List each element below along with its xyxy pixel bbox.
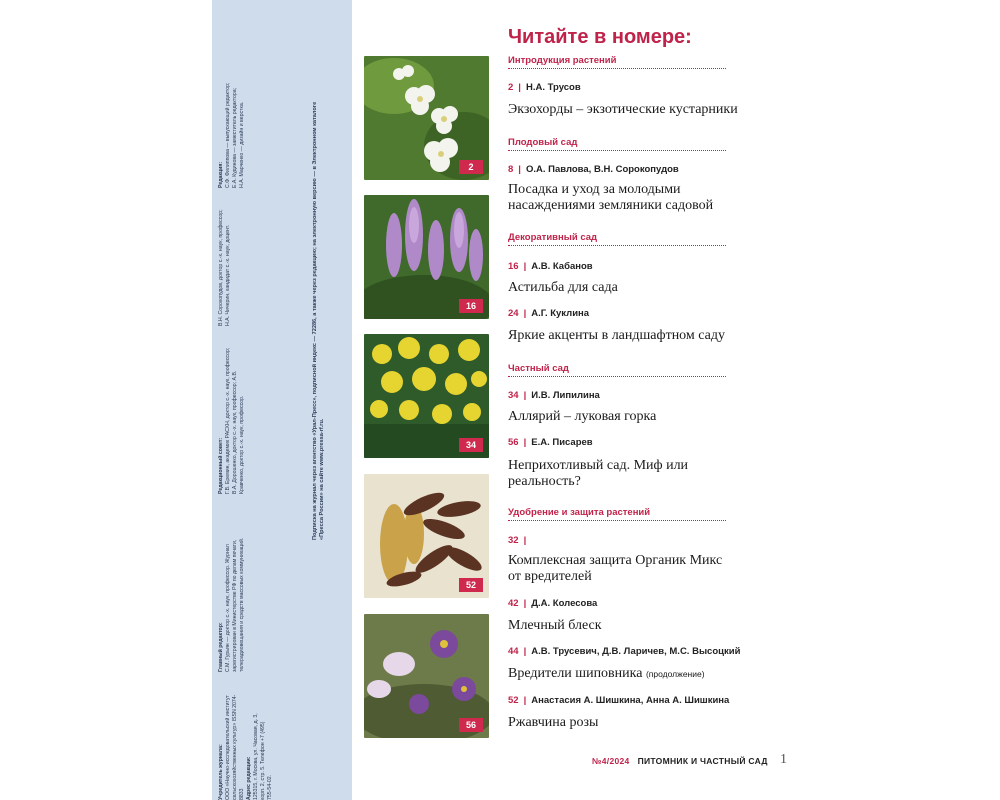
masthead-chief-editor: Главный редактор: С.М. Гурьян — доктор с.-х. наук, профессор. Журнал зарегистрирован в Министерстве РФ по делам печати, телерадиовещания и средств массовых коммуникаций.	[218, 537, 245, 672]
photo-page-badge: 34	[459, 438, 483, 452]
photo-page-badge: 16	[459, 299, 483, 313]
entry-title-line: насаждениями земляники садовой	[508, 198, 714, 213]
toc-entry-title[interactable]	[508, 715, 748, 731]
entry-authors: А.В. Кабанов	[531, 261, 593, 272]
entry-authors: Н.А. Трусов	[525, 82, 581, 93]
entry-title-line: от вредителей	[508, 569, 592, 584]
toc-entry-title[interactable]	[508, 280, 748, 296]
entry-title-line: Посадка и уход за молодыми	[508, 182, 681, 197]
entry-separator: |	[518, 164, 521, 175]
toc-entry-meta	[508, 390, 600, 401]
entry-page: 2	[508, 82, 514, 93]
photo-page-badge: 56	[459, 718, 483, 732]
entry-page: 32	[508, 535, 519, 546]
toc-entry-title[interactable]	[508, 618, 748, 634]
page-number: 1	[780, 752, 787, 767]
masthead-council-2: В.Н. Сорокопудов, доктор с.-х. наук, профессор; Н.А. Чичерин, кандидат с.-х. наук, доцент.	[218, 209, 231, 326]
entry-separator: |	[523, 646, 527, 657]
section-heading: Плодовый сад	[508, 137, 578, 148]
entry-page: 44	[508, 646, 519, 657]
masthead-panel	[212, 0, 352, 800]
magazine-name: ПИТОМНИК И ЧАСТНЫЙ САД	[637, 756, 768, 766]
toc-title: Читайте в номере:	[508, 26, 692, 48]
masthead-founder: Учредитель журнала: ООО «Научно-исследовательский институт сельскохозяйственных культур» ISSN 2074-8833	[218, 694, 245, 800]
photo-exochorda	[364, 56, 489, 180]
entry-separator: |	[523, 598, 527, 609]
section-divider	[508, 68, 726, 69]
entry-page: 34	[508, 390, 519, 401]
masthead-council: Редакционный совет: Г.В. Еремин, академик РАСХН, доктор с.-х. наук, профессор; В.А. Дорошенко, доктор с.-х. наук, профессор; А.В. Кравченко, доктор с.-х. наук, профессор.	[218, 347, 245, 494]
photo-page-badge: 52	[459, 578, 483, 592]
section-divider	[508, 245, 726, 246]
toc-entry-meta	[508, 535, 531, 546]
section-heading: Декоративный сад	[508, 232, 598, 243]
toc-entry-title[interactable]	[508, 182, 748, 214]
toc-entry-title[interactable]	[508, 553, 748, 585]
masthead-imprint	[218, 0, 274, 800]
entry-authors: И.В. Липилина	[531, 390, 600, 401]
entry-authors: Анастасия А. Шишкина, Анна А. Шишкина	[531, 695, 730, 706]
toc-entry-title[interactable]	[508, 666, 748, 682]
entry-separator: |	[523, 535, 527, 546]
photo-astilbe	[364, 195, 489, 319]
entry-title-line: Неприхотливый сад. Миф или	[508, 458, 689, 473]
toc-entry-meta	[508, 646, 740, 657]
entry-title-text: Ржавчина розы	[508, 715, 599, 730]
toc-entry-meta	[508, 308, 589, 319]
toc-entry-meta	[508, 598, 597, 609]
toc-entry-meta	[508, 437, 593, 448]
photo-pulsatilla	[364, 614, 489, 738]
entry-authors: Е.А. Писарев	[531, 437, 593, 448]
entry-title-note: (продолжение)	[645, 669, 705, 679]
entry-separator: |	[523, 695, 527, 706]
entry-separator: |	[523, 308, 527, 319]
toc-entry-meta	[508, 82, 581, 93]
photo-page-badge: 2	[459, 160, 483, 174]
section-divider	[508, 520, 726, 521]
masthead-staff: Редакция: С.Ф. Филиппова — выпускающий редактор; Е.А. Кудинова — заместитель редактора; Н.А. Марченко — дизайн и верстка.	[218, 82, 245, 188]
page-footer	[592, 756, 768, 766]
entry-authors: Д.А. Колесова	[531, 598, 598, 609]
entry-title-text: Млечный блеск	[508, 618, 602, 633]
entry-title-text: Яркие акценты в ландшафтном саду	[508, 328, 725, 343]
entry-page: 52	[508, 695, 519, 706]
entry-page: 56	[508, 437, 519, 448]
entry-title-text: Аллярий – луковая горка	[508, 409, 657, 424]
entry-separator: |	[523, 437, 527, 448]
section-heading: Интродукция растений	[508, 55, 617, 66]
toc-entry-meta	[508, 261, 593, 272]
masthead-address: Адрес редакции: 125315, г. Москва, ул. Часовая, д. 3, корп. 2, стр. 5. Телефон +7 (495) 755-54-02.	[246, 713, 273, 800]
toc-entry-title[interactable]	[508, 102, 748, 118]
entry-page: 24	[508, 308, 519, 319]
entry-title-text: Вредители шиповника	[508, 666, 643, 681]
entry-authors: А.В. Трусевич, Д.В. Ларичев, М.С. Высоцкий	[531, 646, 741, 657]
entry-title-line: Комплексная защита Органик Микс	[508, 553, 723, 568]
photo-allium	[364, 334, 489, 458]
section-heading: Частный сад	[508, 363, 569, 374]
entry-page: 8	[508, 164, 514, 175]
entry-authors: О.А. Павлова, В.Н. Сорокопудов	[525, 164, 679, 175]
toc-entry-meta	[508, 164, 679, 175]
entry-page: 16	[508, 261, 519, 272]
entry-title-text: Экзохорды – экзотические кустарники	[508, 102, 738, 117]
entry-title-line: реальность?	[508, 474, 581, 489]
entry-separator: |	[523, 390, 527, 401]
section-divider	[508, 376, 726, 377]
entry-page: 42	[508, 598, 519, 609]
entry-separator: |	[523, 261, 527, 272]
masthead-subscription: Подписка на журнал через агентство «Урал-Пресс», подписной индекс — 72286, а также через редакцию; на электронную версию — в Электронном каталоге «Пресса России» на сайте www.pressa-rf.ru.	[312, 101, 325, 540]
toc-entry-title[interactable]	[508, 458, 748, 490]
toc-entry-title[interactable]	[508, 328, 748, 344]
toc-entry-meta	[508, 695, 729, 706]
entry-title-text: Астильба для сада	[508, 280, 618, 295]
section-divider	[508, 150, 726, 151]
issue-number: №4/2024	[592, 756, 630, 766]
entry-separator: |	[518, 82, 521, 93]
toc-entry-title[interactable]	[508, 409, 748, 425]
photo-milkweed-pods	[364, 474, 489, 598]
section-heading: Удобрение и защита растений	[508, 507, 651, 518]
entry-authors: А.Г. Куклина	[531, 308, 590, 319]
